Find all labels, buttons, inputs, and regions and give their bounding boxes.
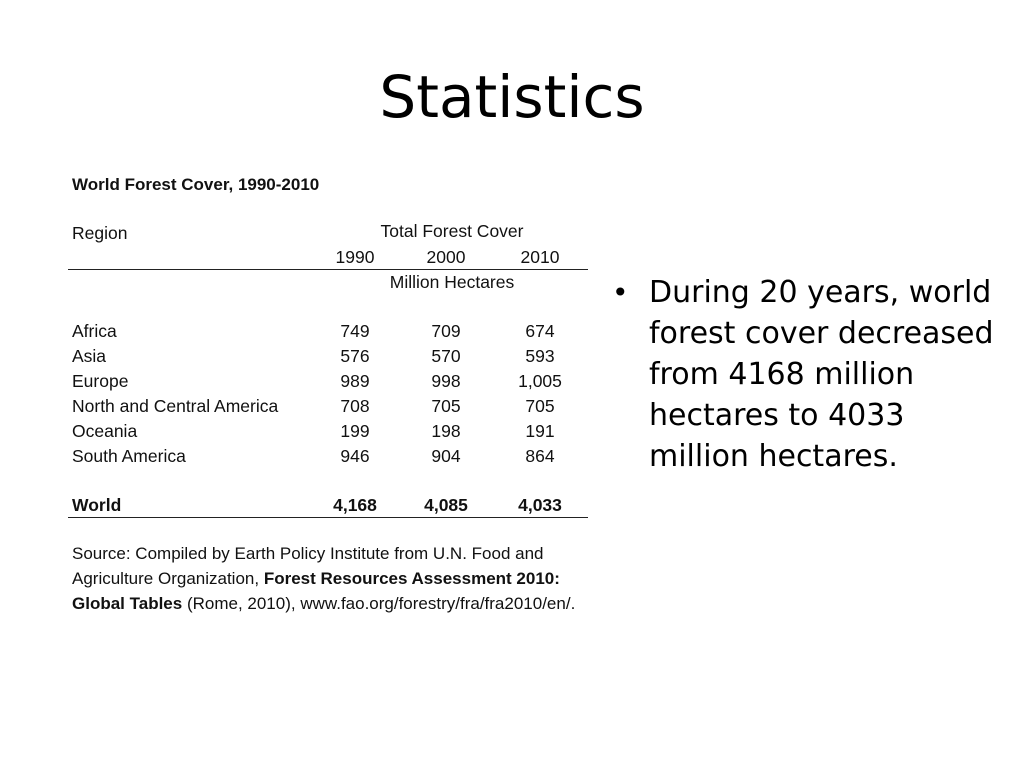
value-2000: 570 — [431, 346, 461, 366]
value-2010: 705 — [525, 396, 555, 416]
table-row — [68, 371, 588, 395]
table-row — [68, 421, 588, 445]
value-1990: 199 — [340, 421, 370, 441]
total-2010: 4,033 — [518, 495, 562, 515]
table-row — [68, 446, 588, 470]
value-1990: 989 — [340, 371, 370, 391]
value-2010: 1,005 — [518, 371, 562, 391]
slide-title: Statistics — [379, 63, 645, 131]
table-row — [68, 396, 588, 420]
value-2000: 705 — [431, 396, 461, 416]
table-row — [68, 321, 588, 345]
region-name: Asia — [72, 346, 107, 366]
year-header-1990: 1990 — [335, 247, 375, 267]
bullet-text: During 20 years, world forest cover decreased from 4168 million hectares to 4033 million hectares. — [649, 275, 994, 474]
header-rule — [68, 269, 588, 270]
region-name: Oceania — [72, 421, 138, 441]
value-2010: 674 — [525, 321, 555, 341]
region-name: Europe — [72, 371, 129, 391]
region-name: Africa — [72, 321, 117, 341]
total-1990: 4,168 — [333, 495, 377, 515]
source-text-part1: Source: Compiled by Earth Policy Institute from U.N. Food and Agriculture Organization, — [72, 544, 544, 588]
value-2010: 191 — [525, 421, 555, 441]
source-text-part2: (Rome, 2010), www.fao.org/forestry/fra/fra2010/en/. — [182, 594, 576, 613]
region-name: North and Central America — [72, 396, 279, 416]
table-title: World Forest Cover, 1990-2010 — [72, 175, 320, 194]
value-1990: 708 — [340, 396, 370, 416]
value-1990: 576 — [340, 346, 370, 366]
total-forest-cover-header: Total Forest Cover — [380, 221, 524, 241]
value-2010: 864 — [525, 446, 555, 466]
unit-header: Million Hectares — [389, 272, 515, 292]
year-header-2000: 2000 — [426, 247, 466, 267]
value-2000: 709 — [431, 321, 461, 341]
total-2000: 4,085 — [424, 495, 468, 515]
value-2000: 904 — [431, 446, 461, 466]
footer-rule — [68, 517, 588, 518]
table-total-row — [68, 495, 588, 519]
total-region-name: World — [72, 495, 122, 515]
value-1990: 946 — [340, 446, 370, 466]
source-note — [72, 541, 582, 616]
value-1990: 749 — [340, 321, 370, 341]
value-2000: 198 — [431, 421, 461, 441]
value-2010: 593 — [525, 346, 555, 366]
source-text-bold: Forest Resources Assessment 2010: Global Tables — [72, 569, 560, 613]
value-2000: 998 — [431, 371, 461, 391]
region-name: South America — [72, 446, 186, 466]
region-column-header: Region — [72, 223, 128, 243]
bullet-dot: • — [612, 276, 629, 309]
year-header-2010: 2010 — [520, 247, 560, 267]
table-row — [68, 346, 588, 370]
